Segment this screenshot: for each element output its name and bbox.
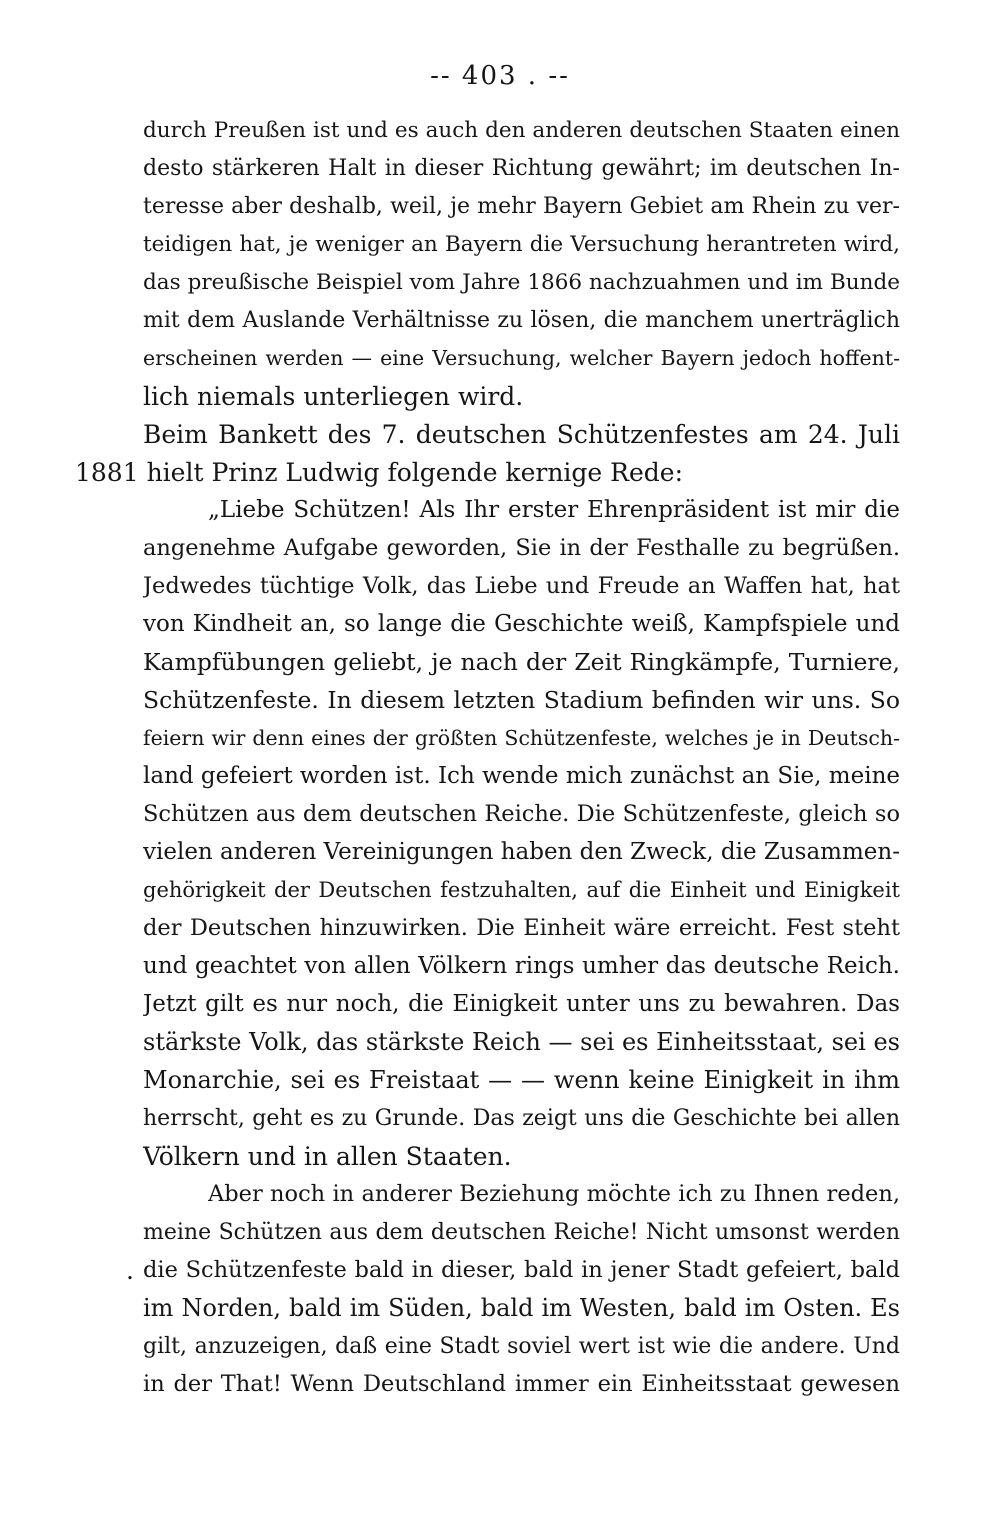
- text-line: vielen anderen Vereinigungen haben den Zweck, die Zusammen-: [143, 839, 900, 865]
- text-line: angenehme Aufgabe geworden, Sie in der Festhalle zu begrüßen.: [143, 535, 900, 561]
- text-line: im Norden, bald im Süden, bald im Westen, bald im Osten. Es: [143, 1294, 900, 1322]
- text-line: meine Schützen aus dem deutschen Reiche! Nicht umsonst werden: [143, 1220, 900, 1245]
- text-line: mit dem Auslande Verhältnisse zu lösen, die manchem unerträglich: [143, 308, 900, 333]
- text-line: durch Preußen ist und es auch den anderen deutschen Staaten einen: [143, 118, 900, 143]
- text-line: von Kindheit an, so lange die Geschichte weiß, Kampfspiele und: [143, 611, 900, 637]
- text-line: lich niemals unterliegen wird.: [143, 382, 524, 411]
- text-line: der Deutschen hinzuwirken. Die Einheit wäre erreicht. Fest steht: [143, 915, 900, 941]
- text-line: erscheinen werden — eine Versuchung, welcher Bayern jedoch hoffent-: [143, 346, 900, 370]
- text-line: das preußische Beispiel vom Jahre 1866 nachzuahmen und im Bunde: [143, 270, 900, 295]
- text-line: Schützen aus dem deutschen Reiche. Die Schützenfeste, gleich so: [143, 801, 900, 827]
- text-line: desto stärkeren Halt in dieser Richtung gewährt; im deutschen In-: [143, 156, 900, 181]
- text-line: „Liebe Schützen! Als Ihr erster Ehrenpräsident ist mir die: [208, 497, 900, 523]
- text-line: Aber noch in anderer Beziehung möchte ich zu Ihnen reden,: [208, 1181, 900, 1207]
- text-line: stärkste Volk, das stärkste Reich — sei es Einheitsstaat, sei es: [143, 1028, 900, 1056]
- text-line: feiern wir denn eines der größten Schützenfeste, welches je in Deutsch-: [143, 726, 900, 750]
- text-line: Jedwedes tüchtige Volk, das Liebe und Freude an Waffen hat, hat: [143, 573, 900, 599]
- text-line: Beim Bankett des 7. deutschen Schützenfestes am 24. Juli: [143, 420, 900, 449]
- text-line: Schützenfeste. In diesem letzten Stadium befinden wir uns. So: [143, 686, 900, 714]
- text-line: gilt, anzuzeigen, daß eine Stadt soviel wert ist wie die andere. Und: [143, 1334, 900, 1359]
- margin-speck: .: [126, 1256, 134, 1285]
- text-line: Kampfübungen geliebt, je nach der Zeit Ringkämpfe, Turniere,: [143, 648, 900, 676]
- page-number: -- 403 . --: [430, 61, 570, 91]
- text-line: in der That! Wenn Deutschland immer ein Einheitsstaat gewesen: [143, 1371, 900, 1397]
- text-line: die Schützenfeste bald in dieser, bald in jener Stadt gefeiert, bald: [143, 1257, 900, 1283]
- text-line: Jetzt gilt es nur noch, die Einigkeit unter uns zu bewahren. Das: [143, 991, 900, 1017]
- text-line: teidigen hat, je weniger an Bayern die Versuchung herantreten wird,: [143, 232, 900, 257]
- text-line: 1881 hielt Prinz Ludwig folgende kernige Rede:: [75, 458, 684, 487]
- text-line: land gefeiert worden ist. Ich wende mich zunächst an Sie, meine: [143, 763, 900, 789]
- text-line: herrscht, geht es zu Grunde. Das zeigt uns die Geschichte bei allen: [143, 1106, 900, 1131]
- text-line: teresse aber deshalb, weil, je mehr Bayern Gebiet am Rhein zu ver-: [143, 194, 900, 219]
- text-line: Völkern und in allen Staaten.: [143, 1142, 512, 1171]
- text-line: Monarchie, sei es Freistaat — — wenn keine Einigkeit in ihm: [143, 1066, 900, 1094]
- text-line: gehörigkeit der Deutschen festzuhalten, auf die Einheit und Einigkeit: [143, 878, 900, 902]
- text-line: und geachtet von allen Völkern rings umher das deutsche Reich.: [143, 953, 900, 979]
